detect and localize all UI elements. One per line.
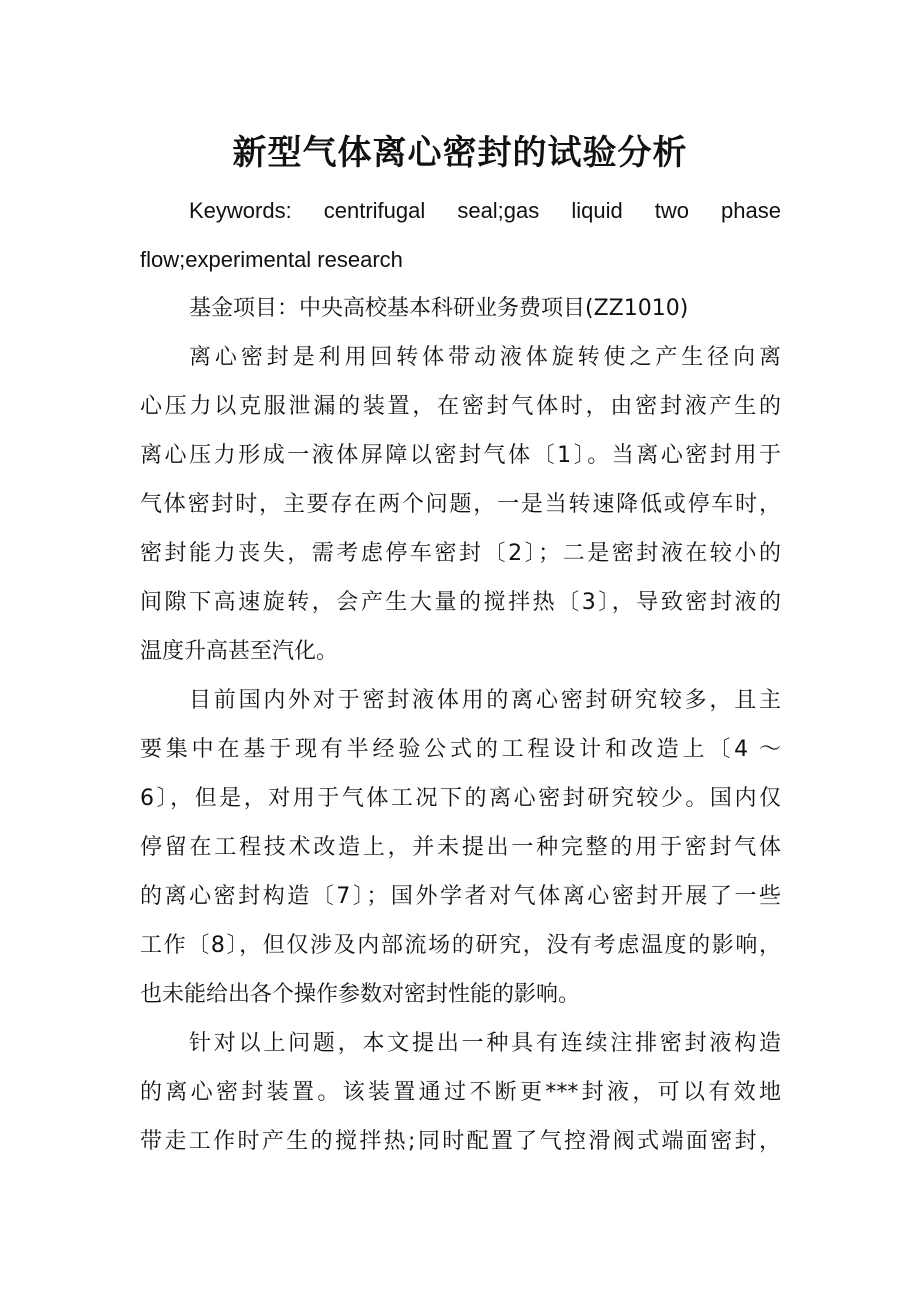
document-body (140, 186, 781, 1166)
paragraph-line: 工作〔8〕，但仅涉及内部流场的研究，没有考虑温度的影响， (140, 933, 781, 958)
paragraph-line: 气体密封时，主要存在两个问题，一是当转速降低或停车时， (140, 492, 781, 517)
keywords-line: Keywords: centrifugal seal;gas liquid two phase (189, 198, 781, 223)
paragraph-line: 离心压力形成一液体屏障以密封气体〔1〕。当离心密封用于 (140, 443, 781, 468)
paragraph-line: 带走工作时产生的搅拌热;同时配置了气控滑阀式端面密封， (140, 1129, 781, 1154)
body-paragraph (140, 676, 781, 1019)
fund-paragraph (140, 284, 781, 333)
paragraph-line: 要集中在基于现有半经验公式的工程设计和改造上〔4 ～ (140, 737, 781, 762)
body-paragraph (140, 333, 781, 676)
keywords-line: flow;experimental research (140, 247, 403, 272)
paragraph-line: 的离心密封构造〔7〕；国外学者对气体离心密封开展了一些 (140, 884, 781, 909)
keywords-paragraph (140, 186, 781, 284)
paragraph-line: 目前国内外对于密封液体用的离心密封研究较多，且主 (189, 688, 781, 713)
paragraph-line: 6〕，但是，对用于气体工况下的离心密封研究较少。国内仅 (140, 786, 781, 811)
paragraph-line: 心压力以克服泄漏的装置，在密封气体时，由密封液产生的 (140, 394, 781, 419)
paragraph-line: 停留在工程技术改造上，并未提出一种完整的用于密封气体 (140, 835, 781, 860)
body-paragraph (140, 1019, 781, 1166)
paragraph-line: 的离心密封装置。该装置通过不断更***封液，可以有效地 (140, 1080, 781, 1105)
fund-line: 基金项目：中央高校基本科研业务费项目(ZZ1010) (189, 296, 689, 321)
paragraph-line: 离心密封是利用回转体带动液体旋转使之产生径向离 (189, 345, 781, 370)
paragraph-line: 也未能给出各个操作参数对密封性能的影响。 (140, 982, 581, 1007)
paragraph-line: 密封能力丧失，需考虑停车密封〔2〕；二是密封液在较小的 (140, 541, 781, 566)
paragraph-line: 间隙下高速旋转，会产生大量的搅拌热〔3〕，导致密封液的 (140, 590, 781, 615)
paragraph-line: 温度升高甚至汽化。 (140, 639, 339, 664)
paragraph-line: 针对以上问题，本文提出一种具有连续注排密封液构造 (189, 1031, 781, 1056)
document-title: 新型气体离心密封的试验分析 (232, 133, 688, 173)
